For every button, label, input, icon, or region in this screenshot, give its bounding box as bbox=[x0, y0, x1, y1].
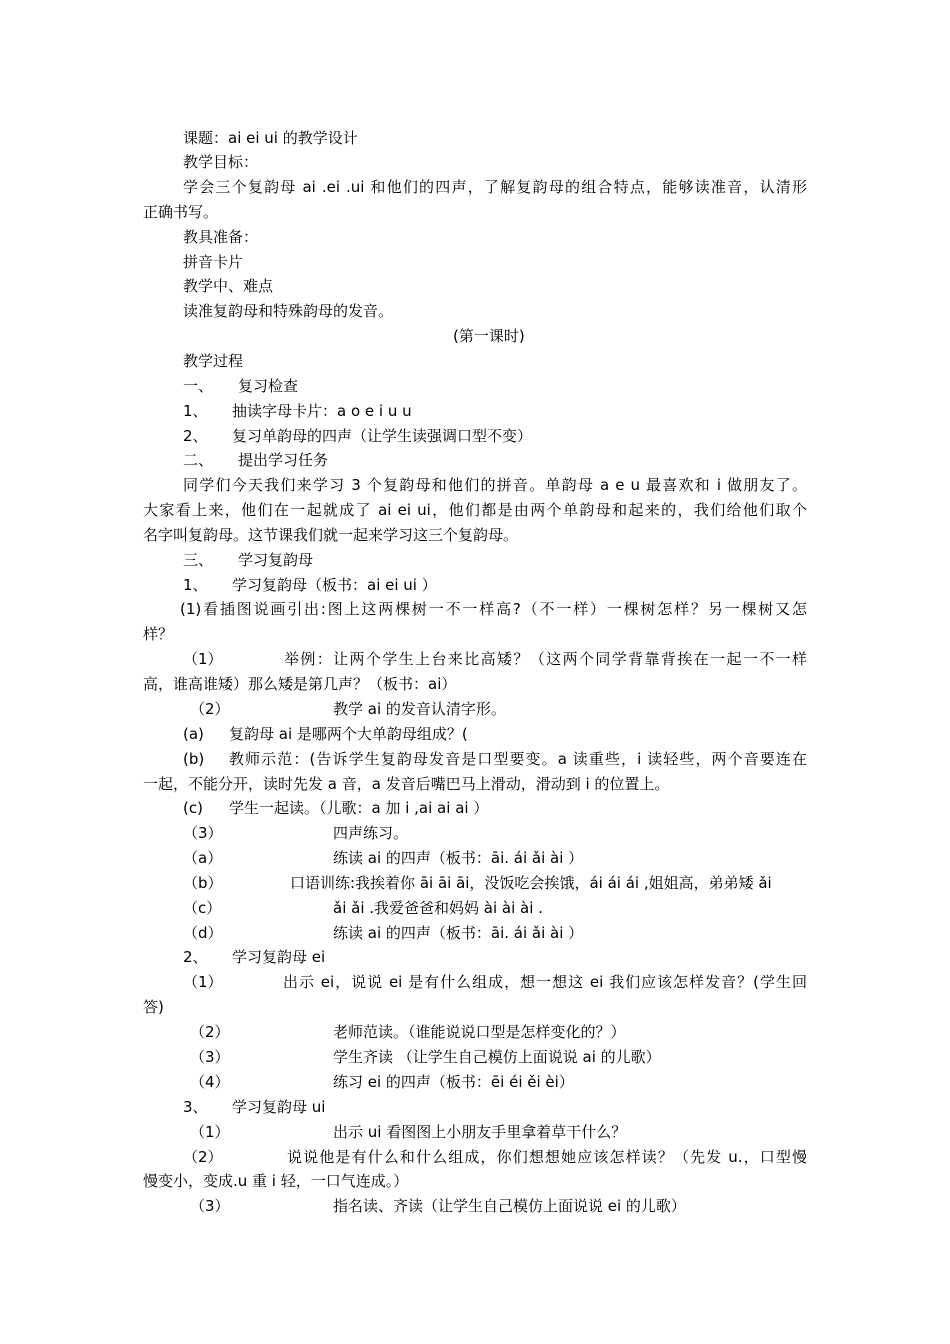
part-2-step-2: 老师范读。（谁能说说口型是怎样变化的？） bbox=[333, 1023, 626, 1041]
part-1-step-2-number: （2） bbox=[190, 700, 230, 718]
part-1-c-number: (c) bbox=[183, 799, 203, 817]
doc-title: 课题：ai ei ui 的教学设计 bbox=[183, 129, 358, 147]
part-1-title: 学习复韵母（板书：ai ei ui ） bbox=[232, 576, 437, 594]
part-1-sub-a: 练读 ai 的四声（板书：āi. ái ǎi ài ） bbox=[333, 849, 584, 867]
section-3-number: 三、 bbox=[183, 551, 214, 569]
section-1-item-2-number: 2、 bbox=[183, 427, 208, 445]
section-2-paragraph-line-3: 名字叫复韵母。这节课我们就一起来学习这三个复韵母。 bbox=[143, 526, 519, 544]
prep-item: 拼音卡片 bbox=[183, 253, 244, 271]
part-1-step-1-number: （1） bbox=[183, 650, 223, 668]
part-1-sub-c: ǎi ǎi .我爱爸爸和妈妈 ài ài ài . bbox=[333, 899, 543, 917]
part-2-step-3-number: （3） bbox=[190, 1048, 230, 1066]
part-1-c: 学生一起读。（儿歌：a 加 i ,ai ai ai ） bbox=[229, 799, 489, 817]
part-1-number: 1、 bbox=[183, 576, 208, 594]
part-1-a-number: (a) bbox=[183, 725, 204, 743]
part-1-step-3-number: （3） bbox=[183, 824, 223, 842]
prep-heading: 教具准备： bbox=[183, 228, 259, 246]
part-1-sub-a-number: （a） bbox=[183, 849, 223, 867]
goal-text-line-1: 学会三个复韵母 ai .ei .ui 和他们的四声，了解复韵母的组合特点，能够读准音，认清形 bbox=[183, 178, 807, 196]
key-text: 读准复韵母和特殊韵母的发音。 bbox=[183, 302, 394, 320]
section-2-paragraph-line-2: 大家看上来，他们在一起就成了 ai ei ui，他们都是由两个单韵母和起来的，我们给他们取个 bbox=[143, 501, 807, 519]
section-1-item-1: 抽读字母卡片：a o e i u u bbox=[232, 402, 412, 420]
part-3-step-2-line-2: 慢变小，变成.u 重 i 轻，一口气连成。） bbox=[143, 1172, 409, 1190]
part-3-step-2-number: （2） bbox=[183, 1148, 223, 1166]
section-1-item-1-number: 1、 bbox=[183, 402, 208, 420]
part-1-b-number: (b) bbox=[183, 750, 205, 768]
part-3-step-1-number: （1） bbox=[190, 1123, 230, 1141]
section-1-item-2: 复习单韵母的四声（让学生读强调口型不变） bbox=[232, 427, 533, 445]
part-1-step-1-line-2: 高，谁高谁矮）那么矮是第几声？（板书：ai） bbox=[143, 675, 457, 693]
section-2-title: 提出学习任务 bbox=[238, 451, 329, 469]
part-2-step-4-number: （4） bbox=[190, 1073, 230, 1091]
part-2-step-1-line-2: 答) bbox=[143, 998, 164, 1016]
section-1-title: 复习检查 bbox=[238, 377, 299, 395]
goal-text-line-2: 正确书写。 bbox=[143, 203, 219, 221]
part-1-intro-line-2: 样？ bbox=[143, 625, 174, 643]
part-1-sub-b-number: （b） bbox=[183, 874, 223, 892]
part-1-step-1-line-1: 举例：让两个学生上台来比高矮？（这两个同学背靠背挨在一起一不一样 bbox=[284, 650, 807, 668]
part-3-step-2-line-1: 说说他是有什么和什么组成，你们想想她应该怎样读？（先发 u.，口型慢 bbox=[287, 1148, 807, 1166]
part-1-sub-b: 口语训练:我挨着你 āi āi āi，没饭吃会挨饿，ái ái ái ,姐姐高，弟弟矮 ǎi bbox=[290, 874, 772, 892]
part-3-step-3-number: （3） bbox=[190, 1197, 230, 1215]
part-1-step-2: 教学 ai 的发音认清字形。 bbox=[333, 700, 506, 718]
part-1-sub-d-number: （d） bbox=[183, 924, 223, 942]
part-2-step-1-number: （1） bbox=[183, 973, 223, 991]
process-heading: 教学过程 bbox=[183, 352, 244, 370]
goal-heading: 教学目标： bbox=[183, 153, 259, 171]
part-1-sub-d: 练读 ai 的四声（板书：āi. ái ǎi ài ） bbox=[333, 924, 584, 942]
section-2-number: 二、 bbox=[183, 451, 214, 469]
part-3-title: 学习复韵母 ui bbox=[232, 1098, 326, 1116]
part-1-b-line-2: 一起，不能分开，读时先发 a 音，a 发音后嘴巴马上滑动，滑动到 i 的位置上。 bbox=[143, 775, 670, 793]
lesson-label: (第一课时) bbox=[453, 327, 525, 345]
part-2-step-2-number: （2） bbox=[190, 1023, 230, 1041]
part-3-step-1: 出示 ui 看图图上小朋友手里拿着草干什么？ bbox=[333, 1123, 627, 1141]
part-2-title: 学习复韵母 ei bbox=[232, 948, 326, 966]
part-2-number: 2、 bbox=[183, 948, 208, 966]
part-1-intro-line-1: (1)看插图说画引出:图上这两棵树一不一样高?（不一样）一棵树怎样？另一棵树又怎 bbox=[180, 600, 807, 618]
key-heading: 教学中、难点 bbox=[183, 277, 274, 295]
part-1-sub-c-number: （c） bbox=[183, 899, 222, 917]
part-3-step-3: 指名读、齐读（让学生自己模仿上面说说 ei 的儿歌） bbox=[333, 1197, 686, 1215]
part-1-a: 复韵母 ai 是哪两个大单韵母组成？( bbox=[229, 725, 468, 743]
section-1-number: 一、 bbox=[183, 377, 214, 395]
part-3-number: 3、 bbox=[183, 1098, 208, 1116]
section-2-paragraph-line-1: 同学们今天我们来学习 3 个复韵母和他们的拼音。单韵母 a e u 最喜欢和 i 做朋友了。 bbox=[183, 476, 807, 494]
part-2-step-1-line-1: 出示 ei，说说 ei 是有什么组成，想一想这 ei 我们应该怎样发音？(学生回 bbox=[283, 973, 807, 991]
part-2-step-4: 练习 ei 的四声（板书：ēi éi ěi èi） bbox=[333, 1073, 574, 1091]
part-2-step-3: 学生齐读 （让学生自己模仿上面说说 ai 的儿歌） bbox=[333, 1048, 661, 1066]
section-3-title: 学习复韵母 bbox=[238, 551, 314, 569]
part-1-step-3: 四声练习。 bbox=[333, 824, 409, 842]
part-1-b-line-1: 教师示范：(告诉学生复韵母发音是口型要变。a 读重些，i 读轻些，两个音要连在 bbox=[229, 750, 807, 768]
